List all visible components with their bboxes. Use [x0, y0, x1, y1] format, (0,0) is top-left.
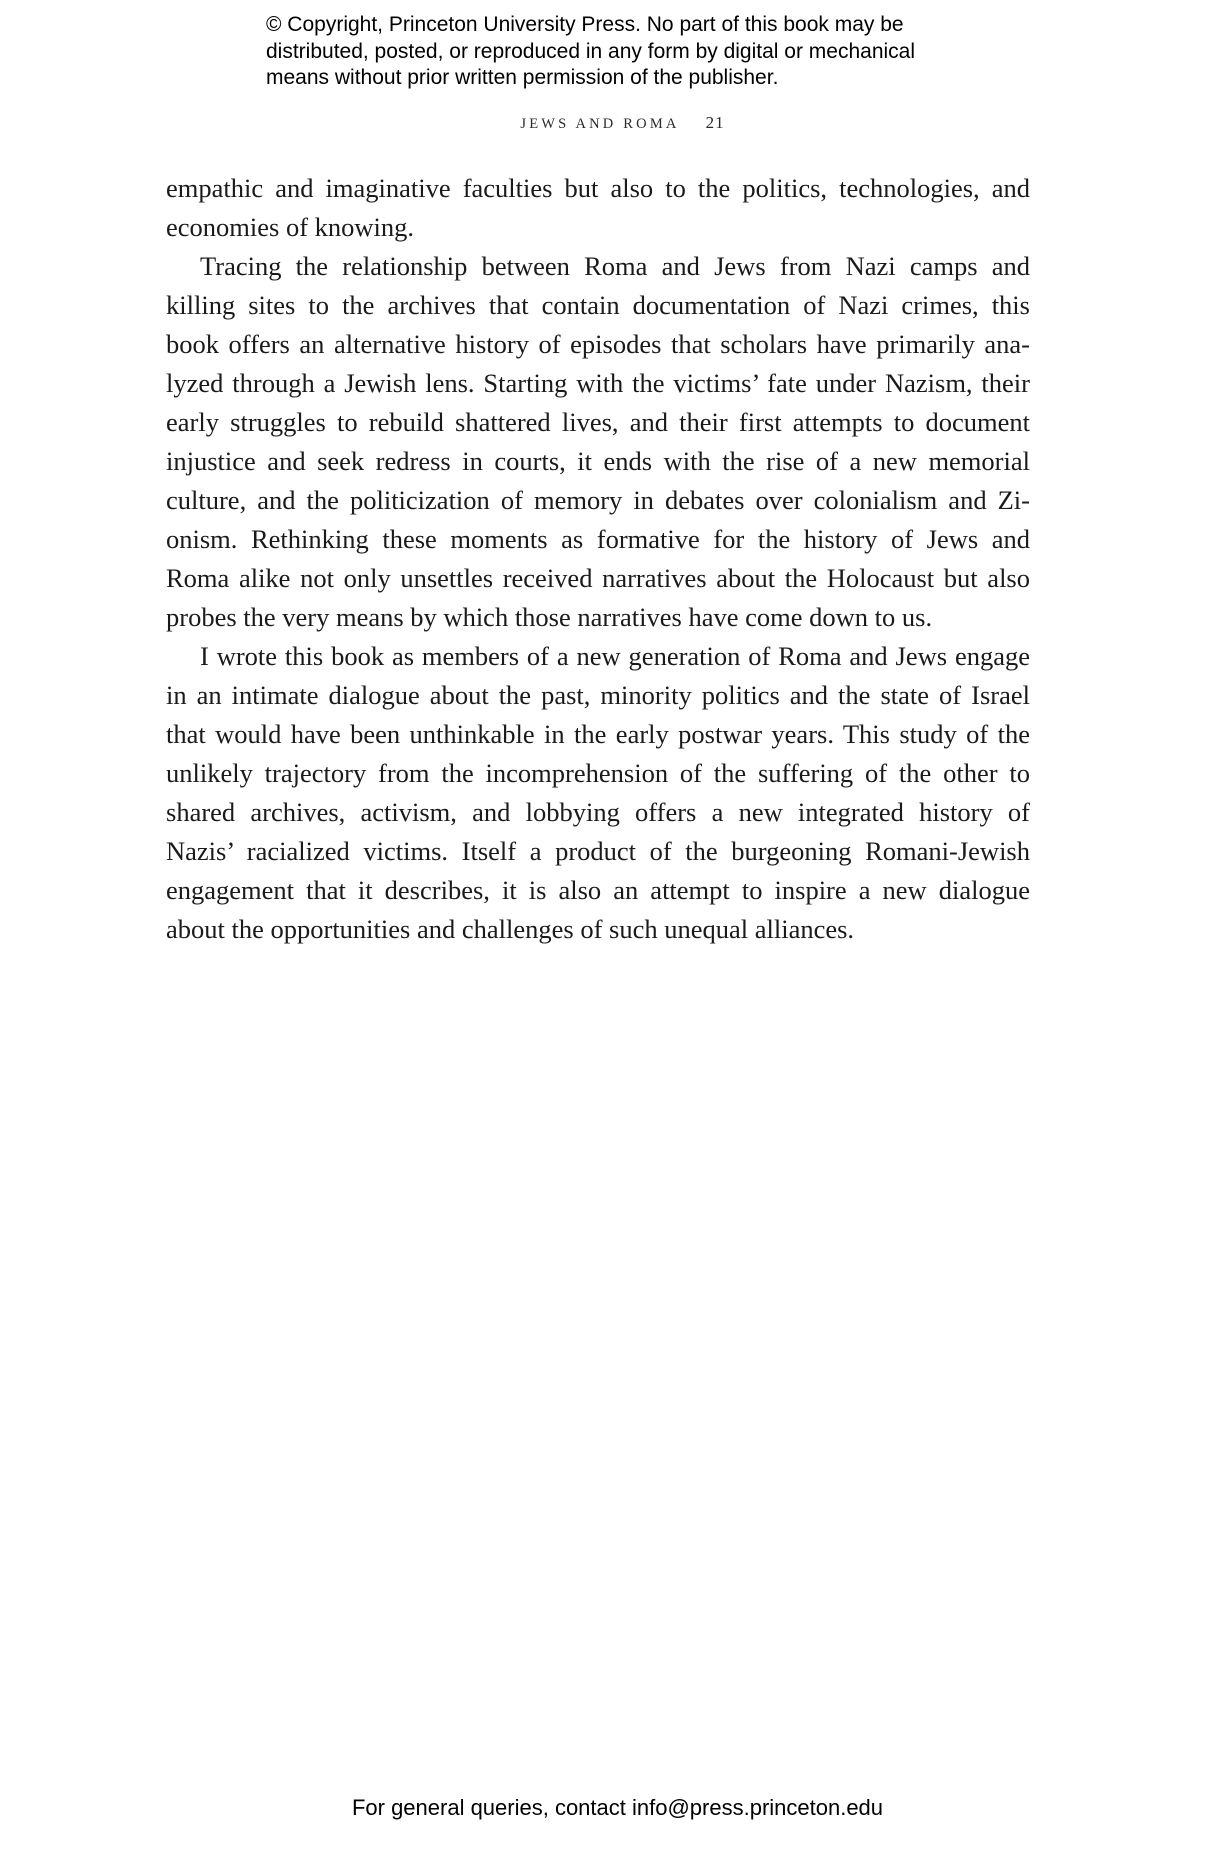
copyright-line: © Copyright, Princeton University Press. No part of this book may be — [266, 13, 904, 36]
text-line: that would have been unthinkable in the early postwar years. This study of the — [166, 719, 1030, 749]
text-line: probes the very means by which those narratives have come down to us. — [166, 602, 933, 632]
text-line: culture, and the politicization of memory in debates over colonialism and Zi- — [166, 485, 1030, 515]
text-line: empathic and imaginative faculties but also to the politics, technologies, and — [166, 173, 1030, 203]
text-line: Nazis’ racialized victims. Itself a product of the burgeoning Romani-Jewish — [166, 836, 1030, 866]
page-number: 21 — [705, 113, 725, 132]
footer-contact: For general queries, contact info@press.princeton.edu — [351, 1795, 884, 1820]
text-line: about the opportunities and challenges of such unequal alliances. — [166, 914, 855, 944]
running-head-title: JEWS AND ROMA — [520, 116, 680, 132]
text-line: lyzed through a Jewish lens. Starting with the victims’ fate under Nazism, their — [166, 368, 1030, 398]
text-line: shared archives, activism, and lobbying offers a new integrated history of — [166, 797, 1030, 827]
text-line: book offers an alternative history of episodes that scholars have primarily ana- — [166, 329, 1030, 359]
text-line: unlikely trajectory from the incomprehension of the suffering of the other to — [166, 758, 1030, 788]
copyright-line: means without prior written permission of the publisher. — [266, 66, 779, 89]
body-text — [166, 169, 1030, 949]
text-line: Tracing the relationship between Roma and Jews from Nazi camps and — [200, 251, 1030, 281]
copyright-notice — [266, 12, 1026, 92]
text-line: in an intimate dialogue about the past, minority politics and the state of Israel — [166, 680, 1030, 710]
copyright-line: distributed, posted, or reproduced in any form by digital or mechanical — [266, 39, 916, 63]
text-line: killing sites to the archives that contain documentation of Nazi crimes, this — [166, 290, 1030, 320]
text-line: engagement that it describes, it is also an attempt to inspire a new dialogue — [166, 875, 1030, 905]
text-line: economies of knowing. — [166, 212, 415, 242]
text-line: Roma alike not only unsettles received narratives about the Holocaust but also — [166, 563, 1030, 593]
text-line: I wrote this book as members of a new generation of Roma and Jews engage — [200, 641, 1030, 671]
text-line: onism. Rethinking these moments as formative for the history of Jews and — [166, 524, 1030, 554]
running-head — [0, 113, 1225, 133]
text-line: injustice and seek redress in courts, it ends with the rise of a new memorial — [166, 446, 1030, 476]
text-line: early struggles to rebuild shattered lives, and their first attempts to document — [166, 407, 1030, 437]
